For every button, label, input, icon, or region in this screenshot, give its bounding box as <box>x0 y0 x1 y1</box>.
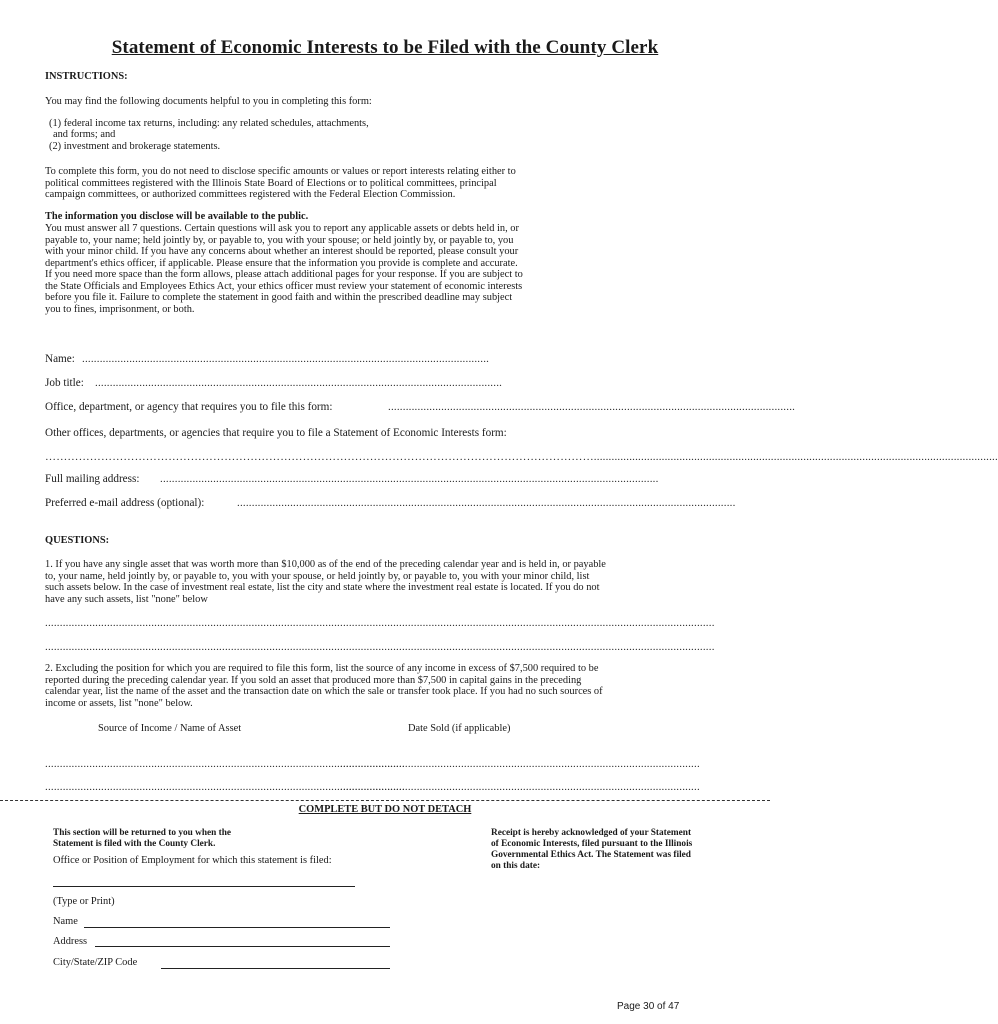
return-notice <box>53 828 231 850</box>
name-label-detach: Name <box>53 916 78 927</box>
question-1 <box>45 559 606 605</box>
name-line[interactable] <box>84 927 390 928</box>
text-line: payable to, your name; held jointly by, or payable to, you with your spouse; or held jointly by, or payable to, you <box>45 234 514 246</box>
text-line: To complete this form, you do not need to disclose specific amounts or values or report interests relating either to <box>45 166 516 177</box>
type-or-print-label: (Type or Print) <box>53 896 115 907</box>
other-offices-field[interactable]: …………………………………………………………………………………………………………………………………......................................................................................................................................... <box>45 451 998 463</box>
text-line: on this date: <box>491 861 541 871</box>
job-title-field[interactable]: .......................................................................................................................................... <box>95 377 503 389</box>
date-answer-line[interactable]: .......................................................................................................................... <box>340 758 700 770</box>
other-offices-label: Other offices, departments, or agencies that require you to file a Statement of Economic Interests form: <box>45 427 507 439</box>
column-header-date: Date Sold (if applicable) <box>408 723 511 734</box>
source-answer-line[interactable]: .......................................................................................................................... <box>45 781 405 793</box>
mailing-address-field[interactable]: ......................................................................................................................................................................... <box>160 473 659 485</box>
text-line: Receipt is hereby acknowledged of your Statement <box>491 828 692 838</box>
instructions-intro: You may find the following documents helpful to you in completing this form: <box>45 96 372 107</box>
text-line: department's ethics officer, if applicable. Please ensure that the information you provide is complete and accurate. <box>45 257 518 269</box>
instructions-paragraph <box>45 166 516 201</box>
text-line: Governmental Ethics Act. The Statement was filed <box>491 850 691 860</box>
text-line: If you need more space than the form allows, please attach additional pages for your response. If you are subject to <box>45 269 523 280</box>
address-label: Address <box>53 936 88 947</box>
text-line: such assets below. In the case of investment real estate, list the city and state where the investment real estate is located. If you do not <box>45 582 600 593</box>
text-line: you to fines, imprisonment, or both. <box>45 303 195 315</box>
text-line: political committees registered with the Illinois State Board of Elections or to political committees, principal <box>45 177 497 189</box>
office-field[interactable]: .......................................................................................................................................... <box>388 401 796 413</box>
office-position-line[interactable] <box>53 886 355 887</box>
date-answer-line[interactable]: .......................................................................................................................... <box>340 781 700 793</box>
instructions-paragraph <box>45 223 523 315</box>
text-line: campaign committees, or authorized committees registered with the Federal Election Commission. <box>45 189 456 200</box>
city-state-zip-label: City/State/ZIP Code <box>53 957 138 968</box>
address-line[interactable] <box>95 946 390 947</box>
questions-heading: QUESTIONS: <box>45 535 110 546</box>
text-line: income or assets, list "none" below. <box>45 697 193 709</box>
text-line: 1. If you have any single asset that was worth more than $10,000 as of the end of the preceding calendar year and is held in, or payable <box>45 559 606 570</box>
text-line: the State Officials and Employees Ethics Act, your ethics officer must review your statement of economic interests <box>45 280 523 292</box>
text-line: of Economic Interests, filed pursuant to the Illinois <box>491 839 693 849</box>
text-line: before you file it. Failure to complete the statement in good faith and within the prescribed deadline may subject <box>45 292 513 303</box>
text-line: calendar year, list the name of the asset and the transaction date on which the sale or transfer took place. If you had no such sources of <box>45 686 603 697</box>
text-line: to, your name, held jointly by, or payable to, you with your spouse, or held jointly by, or payable to, you with your minor child, list <box>45 570 590 582</box>
doc-list-item: (2) investment and brokerage statements. <box>49 141 221 152</box>
text-line: 2. Excluding the position for which you are required to file this form, list the source of any income in excess of $7,500 required to be <box>45 663 599 674</box>
doc-list-item-cont: and forms; and <box>53 129 116 140</box>
text-line: with your minor child. If you have any concerns about whether an interest should be reported, please consult your <box>45 246 519 257</box>
text-line: Statement is filed with the County Clerk. <box>53 839 216 849</box>
answer-line[interactable]: ................................................................................................................................................................................................................................... <box>45 617 715 629</box>
detach-dashed-line <box>0 800 770 801</box>
city-state-zip-line[interactable] <box>161 968 390 969</box>
email-field[interactable]: ......................................................................................................................................................................... <box>237 497 736 509</box>
office-label: Office, department, or agency that requires you to file this form: <box>45 401 333 413</box>
email-label: Preferred e-mail address (optional): <box>45 497 205 509</box>
job-title-label: Job title: <box>45 377 84 389</box>
doc-list-item: (1) federal income tax returns, including: any related schedules, attachments, <box>49 118 369 129</box>
receipt-acknowledgement <box>491 828 692 872</box>
instructions-heading: INSTRUCTIONS: <box>45 71 128 82</box>
text-line: have any such assets, list "none" below <box>45 593 208 605</box>
source-answer-line[interactable]: .......................................................................................................................... <box>45 758 405 770</box>
page-title: Statement of Economic Interests to be Filed with the County Clerk <box>111 37 659 58</box>
page-number: Page 30 of 47 <box>617 1001 680 1012</box>
column-header-source: Source of Income / Name of Asset <box>98 723 242 734</box>
text-line: reported during the preceding calendar year. If you sold an asset that produced more than $7,500 in capital gains in the preceding <box>45 674 582 686</box>
answer-line[interactable]: ................................................................................................................................................................................................................................... <box>45 641 715 653</box>
text-line: This section will be returned to you when the <box>53 828 232 838</box>
text-line: You must answer all 7 questions. Certain questions will ask you to report any applicable assets or debts held in, or <box>45 223 519 234</box>
public-notice: The information you disclose will be available to the public. <box>45 211 309 222</box>
detach-heading: COMPLETE BUT DO NOT DETACH <box>298 804 472 815</box>
office-position-label: Office or Position of Employment for which this statement is filed: <box>53 855 332 866</box>
name-label: Name: <box>45 353 75 365</box>
mailing-address-label: Full mailing address: <box>45 473 140 485</box>
question-2 <box>45 663 603 709</box>
name-field[interactable]: .......................................................................................................................................... <box>82 353 490 365</box>
